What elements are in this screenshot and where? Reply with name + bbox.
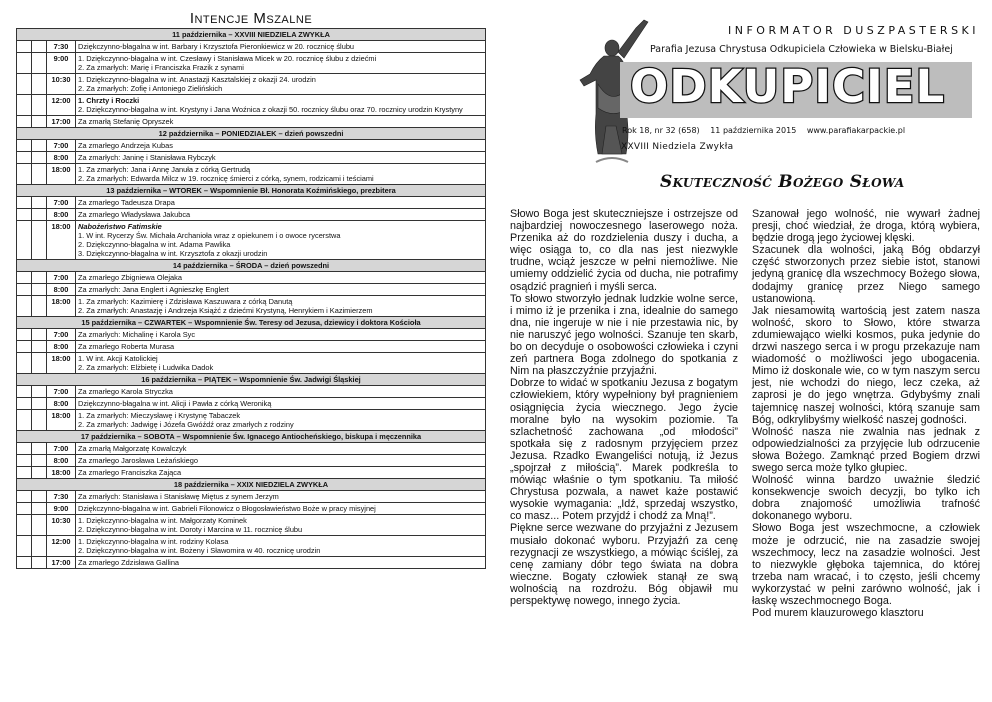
day-header: 12 października – PONIEDZIAŁEK – dzień powszedni	[17, 128, 486, 140]
intention-text	[76, 296, 486, 317]
issue-number: Rok 18, nr 32 (658)	[622, 126, 700, 135]
mass-time: 18:00	[47, 353, 76, 374]
article-paragraph: Słowo Boga jest skuteczniejsze i ostrzejsze od najbardziej nowoczesnego laserowego noża. Przenika aż do rozdzielenia duszy i ducha, a więc osiąga to, co dla nas jest niezwykle trudne, wciąż jeszcze w pełni niemożliwe. Nie umiemy oddzielić życia od ducha, nie potrafimy osądzić pragnień i myśli serca.	[510, 208, 738, 293]
mass-time: 8:00	[47, 455, 76, 467]
day-header-row	[17, 185, 486, 197]
mass-time: 7:00	[47, 329, 76, 341]
blank-cell	[32, 491, 47, 503]
intention-row	[17, 221, 486, 260]
blank-cell	[17, 455, 32, 467]
intention-row	[17, 443, 486, 455]
blank-cell	[32, 152, 47, 164]
intention-text	[76, 53, 486, 74]
intention-text	[76, 197, 486, 209]
intention-line: 1. Chrzty i Roczki	[78, 96, 140, 105]
intention-row	[17, 74, 486, 95]
blank-cell	[17, 53, 32, 74]
newsletter-title: ODKUPICIEL	[630, 60, 946, 113]
blank-cell	[17, 296, 32, 317]
intention-text	[76, 272, 486, 284]
blank-cell	[17, 221, 32, 260]
blank-cell	[17, 41, 32, 53]
intention-line: Za zmarłego Władysława Jakubca	[78, 210, 191, 219]
blank-cell	[32, 386, 47, 398]
intention-line: Za zmarłego Tadeusza Drapa	[78, 198, 175, 207]
day-header: 13 października – WTOREK – Wspomnienie Bł. Honorata Koźmińskiego, prezbitera	[17, 185, 486, 197]
intention-text	[76, 341, 486, 353]
intention-line: 1. Dziękczynno-błagalna w int. rodziny Kolasa	[78, 537, 229, 546]
blank-cell	[17, 95, 32, 116]
blank-cell	[32, 536, 47, 557]
intention-row	[17, 557, 486, 569]
informator-label: INFORMATOR DUSZPASTERSKI	[728, 24, 980, 37]
intention-text	[76, 95, 486, 116]
intention-text	[76, 491, 486, 503]
article-paragraph: Dobrze to widać w spotkaniu Jezusa z bogatym człowiekiem, który wypełniony był pragnieniem osiągnięcia życia wiecznego. Jego życie moralne było na wysokim poziomie. Ta szlachetność zachowana „od młodości” spotkała się z radosnym przyjęciem przez Jezusa. Rzadko Ewangeliści notują, iż Jezus „spojrzał z miłością”. Marek podkreśla to mówiąc właśnie o tym spotkaniu. Ta miłość Chrystusa pozwala, a nawet każe postawić wysokie wymagania: „Idź, sprzedaj wszystko, co masz... Potem przyjdź i chodź za Mną!”.	[510, 377, 738, 523]
mass-time: 8:00	[47, 284, 76, 296]
liturgical-sunday: XXVIII Niedziela Zwykła	[621, 142, 734, 152]
intention-row	[17, 515, 486, 536]
intention-text	[76, 467, 486, 479]
intention-text	[76, 515, 486, 536]
intention-text	[76, 443, 486, 455]
mass-time: 12:00	[47, 95, 76, 116]
intention-line: Za zmarłych: Janinę i Stanisława Rybczyk	[78, 153, 216, 162]
intention-line: Dziękczynno-błagalna w int. Alicji i Pawła z córką Weroniką	[78, 399, 272, 408]
blank-cell	[32, 503, 47, 515]
blank-cell	[32, 221, 47, 260]
blank-cell	[17, 398, 32, 410]
day-header-row	[17, 260, 486, 272]
intention-text	[76, 41, 486, 53]
blank-cell	[32, 53, 47, 74]
mass-time: 8:00	[47, 341, 76, 353]
intention-text	[76, 455, 486, 467]
blank-cell	[32, 443, 47, 455]
blank-cell	[32, 515, 47, 536]
blank-cell	[17, 140, 32, 152]
intention-line: 2. Dziękczynno-błagalna w int. Adama Pawlika	[78, 240, 231, 249]
intention-line: Za zmarłego Andrzeja Kubas	[78, 141, 173, 150]
blank-cell	[32, 95, 47, 116]
blank-cell	[17, 272, 32, 284]
mass-intentions-section	[16, 10, 486, 569]
intention-text	[76, 164, 486, 185]
intention-line: 1. Za zmarłych: Jana i Annę Januła z córką Gertrudą	[78, 165, 251, 174]
day-header-row	[17, 479, 486, 491]
intention-text	[76, 536, 486, 557]
intention-row	[17, 398, 486, 410]
intention-text	[76, 353, 486, 374]
article-paragraph: Słowo Boga jest wszechmocne, a człowiek może je odrzucić, nie na zasadzie swojej wszechmocy, lecz na zasadzie wolności. Jest to niezwykle głęboka tajemnica, do której trzeba nam wracać, i to często, jeśli chcemy wykorzystać w pełni zarówno wolność, jak i łaskę wszechmocnego Boga.	[752, 522, 980, 607]
intention-line: 1. W int. Rycerzy Św. Michała Archanioła wraz z opiekunem i o owoce rycerstwa	[78, 231, 341, 240]
article-paragraph: Szanował jego wolność, nie wywarł żadnej presji, choć wiedział, że droga, którą wybiera, będzie drogą jego życiowej klęski.	[752, 208, 980, 245]
blank-cell	[32, 341, 47, 353]
blank-cell	[17, 557, 32, 569]
blank-cell	[32, 164, 47, 185]
day-header: 11 października – XXVIII NIEDZIELA ZWYKŁA	[17, 29, 486, 41]
blank-cell	[32, 329, 47, 341]
blank-cell	[32, 197, 47, 209]
intention-line: Za zmarłego Karola Stryczka	[78, 387, 173, 396]
intention-line: 2. Za zmarłych: Zofię i Antoniego Zielińskich	[78, 84, 223, 93]
intention-line: 3. Dziękczynno-błagalna w int. Krzysztofa z okazji urodzin	[78, 249, 268, 258]
day-header: 18 października – XXIX NIEDZIELA ZWYKŁA	[17, 479, 486, 491]
intention-line: 2. Za zmarłych: Anastazję i Andrzeja Książć z dziećmi Krystyną, Henrykiem i Kazimierzem	[78, 306, 373, 315]
mass-time: 18:00	[47, 296, 76, 317]
intention-line: Dziękczynno-błagalna w int. Barbary i Krzysztofa Pieronkiewicz w 20. rocznicę ślubu	[78, 42, 355, 51]
blank-cell	[17, 386, 32, 398]
intention-row	[17, 53, 486, 74]
blank-cell	[17, 443, 32, 455]
blank-cell	[17, 164, 32, 185]
blank-cell	[17, 284, 32, 296]
mass-time: 18:00	[47, 164, 76, 185]
intention-line: Dziękczynno-błagalna w int. Gabrieli Filonowicz o Błogosławieństwo Boże w pracy misyjnej	[78, 504, 376, 513]
intention-line: 1. Dziękczynno-błagalna w int. Czesławy i Stanisława Micek w 20. rocznicę ślubu z dziećmi	[78, 54, 377, 63]
article-paragraph: Pod murem klauzurowego klasztoru	[752, 607, 924, 620]
intention-row	[17, 197, 486, 209]
mass-time: 8:00	[47, 398, 76, 410]
article-paragraph: Piękne serce wezwane do przyjaźni z Jezusem musiało dokonać wyboru. Przyjaźń za cenę rezygnacji ze wszystkiego, a mówiąc ściślej, za cenę zamiany dóbr tego świata na dobra wieczne. Bogaty człowiek stanął ze swą wolnością na rozdrożu. Bóg objawił mu perspektywę nowego, innego życia.	[510, 522, 738, 607]
blank-cell	[17, 74, 32, 95]
day-header-row	[17, 431, 486, 443]
article-paragraph: To słowo stworzyło jednak ludzkie wolne serce, i mimo iż je przenika i zna, idealnie do samego dna, nie ingeruje w nie i nie przestawia nic, by nie naruszyć jego wolności. Szanuje ten skarb, bo on decyduje o osobowości człowieka i czyni zeń partnera Boga zdolnego do spotkania z Nim na płaszczyźnie przyjaźni.	[510, 292, 738, 378]
intention-row	[17, 410, 486, 431]
blank-cell	[32, 140, 47, 152]
blank-cell	[32, 116, 47, 128]
issue-date: 11 października 2015	[710, 126, 797, 135]
mass-time: 10:30	[47, 74, 76, 95]
intention-row	[17, 536, 486, 557]
article-paragraph: Wolność winna bardzo uważnie śledzić konsekwencje swoich decyzji, bo tylko ich dobra znajomość umożliwia trafność dokonanego wyboru.	[752, 474, 980, 523]
intention-line: Za zmarłego Roberta Murasa	[78, 342, 175, 351]
blank-cell	[32, 284, 47, 296]
mass-time: 9:00	[47, 503, 76, 515]
blank-cell	[17, 329, 32, 341]
mass-time: 7:00	[47, 443, 76, 455]
intention-line: 2. Dziękczynno-błagalna w int. Bożeny i Sławomira w 40. rocznicę urodzin	[78, 546, 321, 555]
intention-line: Za zmarłego Franciszka Zająca	[78, 468, 182, 477]
blank-cell	[17, 491, 32, 503]
intention-row	[17, 41, 486, 53]
blank-cell	[32, 467, 47, 479]
intention-row	[17, 272, 486, 284]
intention-line: Za zmarłego Jarosława Leżańskiego	[78, 456, 198, 465]
intention-row	[17, 152, 486, 164]
mass-time: 7:00	[47, 272, 76, 284]
intention-line: Za zmarłych: Jana Englert i Agnieszkę Englert	[78, 285, 229, 294]
intention-text	[76, 221, 486, 260]
intention-text	[76, 116, 486, 128]
intention-row	[17, 329, 486, 341]
intention-text	[76, 329, 486, 341]
intention-line: 2. Za zmarłych: Marię i Franciszka Frazik z synami	[78, 63, 244, 72]
blank-cell	[17, 116, 32, 128]
mass-time: 7:00	[47, 386, 76, 398]
intention-text	[76, 386, 486, 398]
mass-time: 12:00	[47, 536, 76, 557]
day-header: 15 października – CZWARTEK – Wspomnienie Św. Teresy od Jezusa, dziewicy i doktora Kościoła	[17, 317, 486, 329]
mass-time: 7:30	[47, 41, 76, 53]
mass-time: 7:30	[47, 491, 76, 503]
blank-cell	[32, 455, 47, 467]
intention-row	[17, 386, 486, 398]
blank-cell	[17, 467, 32, 479]
intention-line: Za zmarłą Stefanię Opryszek	[78, 117, 174, 126]
blank-cell	[17, 197, 32, 209]
blank-cell	[32, 398, 47, 410]
front-page	[510, 0, 980, 702]
intention-row	[17, 296, 486, 317]
article-paragraph: Jak niesamowitą wartością jest zatem nasza wolność, skoro to Słowo, które stwarza zdumiewająco wielki kosmos, puka jedynie do drzwi naszego serca i w progu przekazuje nam wiadomość o możliwości jego ubogacenia. Mimo iż doskonale wie, co w tym naszym sercu jest, nie wchodzi do niego, lecz czeka, aż zaprosi je do jego wnętrza. Gdybyśmy znali tajemnicę naszej wolności, którą szanuje sam Bóg, odkrylibyśmy wielkość naszej godności.	[752, 304, 980, 426]
mass-time: 17:00	[47, 116, 76, 128]
intention-row	[17, 140, 486, 152]
blank-cell	[32, 74, 47, 95]
intention-row	[17, 455, 486, 467]
intention-line: 2. Dziękczynno-błagalna w int. Krystyny i Jana Woźnica z okazji 50. rocznicy ślubu oraz 70. rocznicy urodzin Krystyny	[78, 105, 463, 114]
intention-line: 2. Za zmarłych: Edwarda Milcz w 19. rocznicę śmierci z córką, synem, rodzicami i teściami	[78, 174, 374, 183]
blank-cell	[17, 515, 32, 536]
intention-text	[76, 398, 486, 410]
intention-text	[76, 503, 486, 515]
day-header-row	[17, 128, 486, 140]
blank-cell	[17, 536, 32, 557]
day-header-row	[17, 29, 486, 41]
intention-line: 2. Dziękczynno-błagalna w int. Doroty i Marcina w 11. rocznicę ślubu	[78, 525, 303, 534]
intention-text	[76, 284, 486, 296]
blank-cell	[17, 353, 32, 374]
intention-line: 2. Za zmarłych: Jadwigę i Józefa Gwóźdź oraz zmarłych z rodziny	[78, 420, 294, 429]
day-header: 17 października – SOBOTA – Wspomnienie Św. Ignacego Antiocheńskiego, biskupa i męczennika	[17, 431, 486, 443]
intention-row	[17, 284, 486, 296]
article-column-2	[752, 208, 980, 619]
blank-cell	[32, 296, 47, 317]
intention-line: Za zmarłą Małgorzatę Kowalczyk	[78, 444, 187, 453]
day-header: 14 października – ŚRODA – dzień powszedni	[17, 260, 486, 272]
mass-time: 8:00	[47, 152, 76, 164]
intention-row	[17, 116, 486, 128]
blank-cell	[17, 209, 32, 221]
intention-row	[17, 353, 486, 374]
article-headline: Skuteczność Bożego Słowa	[660, 172, 905, 192]
day-header-row	[17, 317, 486, 329]
website: www.parafiakarpackie.pl	[806, 126, 906, 135]
intention-row	[17, 491, 486, 503]
intention-row	[17, 209, 486, 221]
intention-line: 1. W int. Akcji Katolickiej	[78, 354, 158, 363]
intention-line: 1. Dziękczynno-błagalna w int. Małgorzaty Kominek	[78, 516, 247, 525]
intention-line: Za zmarłego Zbigniewa Olejaka	[78, 273, 182, 282]
parish-name: Parafia Jezusa Chrystusa Odkupiciela Człowieka w Bielsku-Białej	[650, 44, 953, 55]
intentions-heading: Intencje Mszalne	[189, 10, 313, 27]
intention-line: Nabożeństwo Fatimskie	[78, 222, 162, 231]
mass-time: 18:00	[47, 410, 76, 431]
article-column-1	[510, 208, 738, 607]
intention-line: 1. Dziękczynno-błagalna w int. Anastazji Kasztalskiej z okazji 24. urodzin	[78, 75, 316, 84]
mass-time: 18:00	[47, 467, 76, 479]
intention-text	[76, 140, 486, 152]
blank-cell	[32, 353, 47, 374]
mass-time: 8:00	[47, 209, 76, 221]
mass-time: 7:00	[47, 197, 76, 209]
intention-line: Za zmarłego Zdzisława Gallina	[78, 558, 180, 567]
intention-text	[76, 557, 486, 569]
blank-cell	[17, 410, 32, 431]
intention-line: 1. Za zmarłych: Mieczysławę i Krystynę Tabaczek	[78, 411, 241, 420]
intention-row	[17, 95, 486, 116]
blank-cell	[17, 152, 32, 164]
intention-line: 1. Za zmarłych: Kazimierę i Zdzisława Kaszuwara z córką Danutą	[78, 297, 293, 306]
article-paragraph: Szacunek dla wolności, jaką Bóg obdarzył część stworzonych przez siebie istot, stanowi jedyną granicę dla wszechmocy Bożego słowa, dodajmy granicę przez Niego samego ustanowioną.	[752, 244, 980, 305]
blank-cell	[32, 209, 47, 221]
article-paragraph: Wolność nasza nie zwalnia nas jednak z odpowiedzialności za przyjęcie lub odrzucenie słowa Bożego. Zamknąć przed Bogiem drzwi swego serca może tylko głupiec.	[752, 425, 980, 474]
intention-line: 2. Za zmarłych: Elżbietę i Ludwika Dadok	[78, 363, 214, 372]
blank-cell	[32, 41, 47, 53]
intention-line: Za zmarłych: Michalinę i Karola Syc	[78, 330, 196, 339]
issue-meta	[622, 126, 913, 135]
mass-time: 17:00	[47, 557, 76, 569]
mass-time: 7:00	[47, 140, 76, 152]
mass-time: 9:00	[47, 53, 76, 74]
intention-row	[17, 164, 486, 185]
intention-line: Za zmarłych: Stanisława i Stanisławę Miętus z synem Jerzym	[78, 492, 279, 501]
intention-row	[17, 503, 486, 515]
blank-cell	[32, 410, 47, 431]
day-header-row	[17, 374, 486, 386]
intention-row	[17, 467, 486, 479]
blank-cell	[17, 503, 32, 515]
mass-time: 18:00	[47, 221, 76, 260]
day-header: 16 października – PIĄTEK – Wspomnienie Św. Jadwigi Śląskiej	[17, 374, 486, 386]
intention-text	[76, 410, 486, 431]
blank-cell	[32, 557, 47, 569]
blank-cell	[17, 341, 32, 353]
mass-time: 10:30	[47, 515, 76, 536]
blank-cell	[32, 272, 47, 284]
intention-text	[76, 74, 486, 95]
intentions-table	[16, 28, 486, 569]
intention-text	[76, 152, 486, 164]
intention-text	[76, 209, 486, 221]
intention-row	[17, 341, 486, 353]
